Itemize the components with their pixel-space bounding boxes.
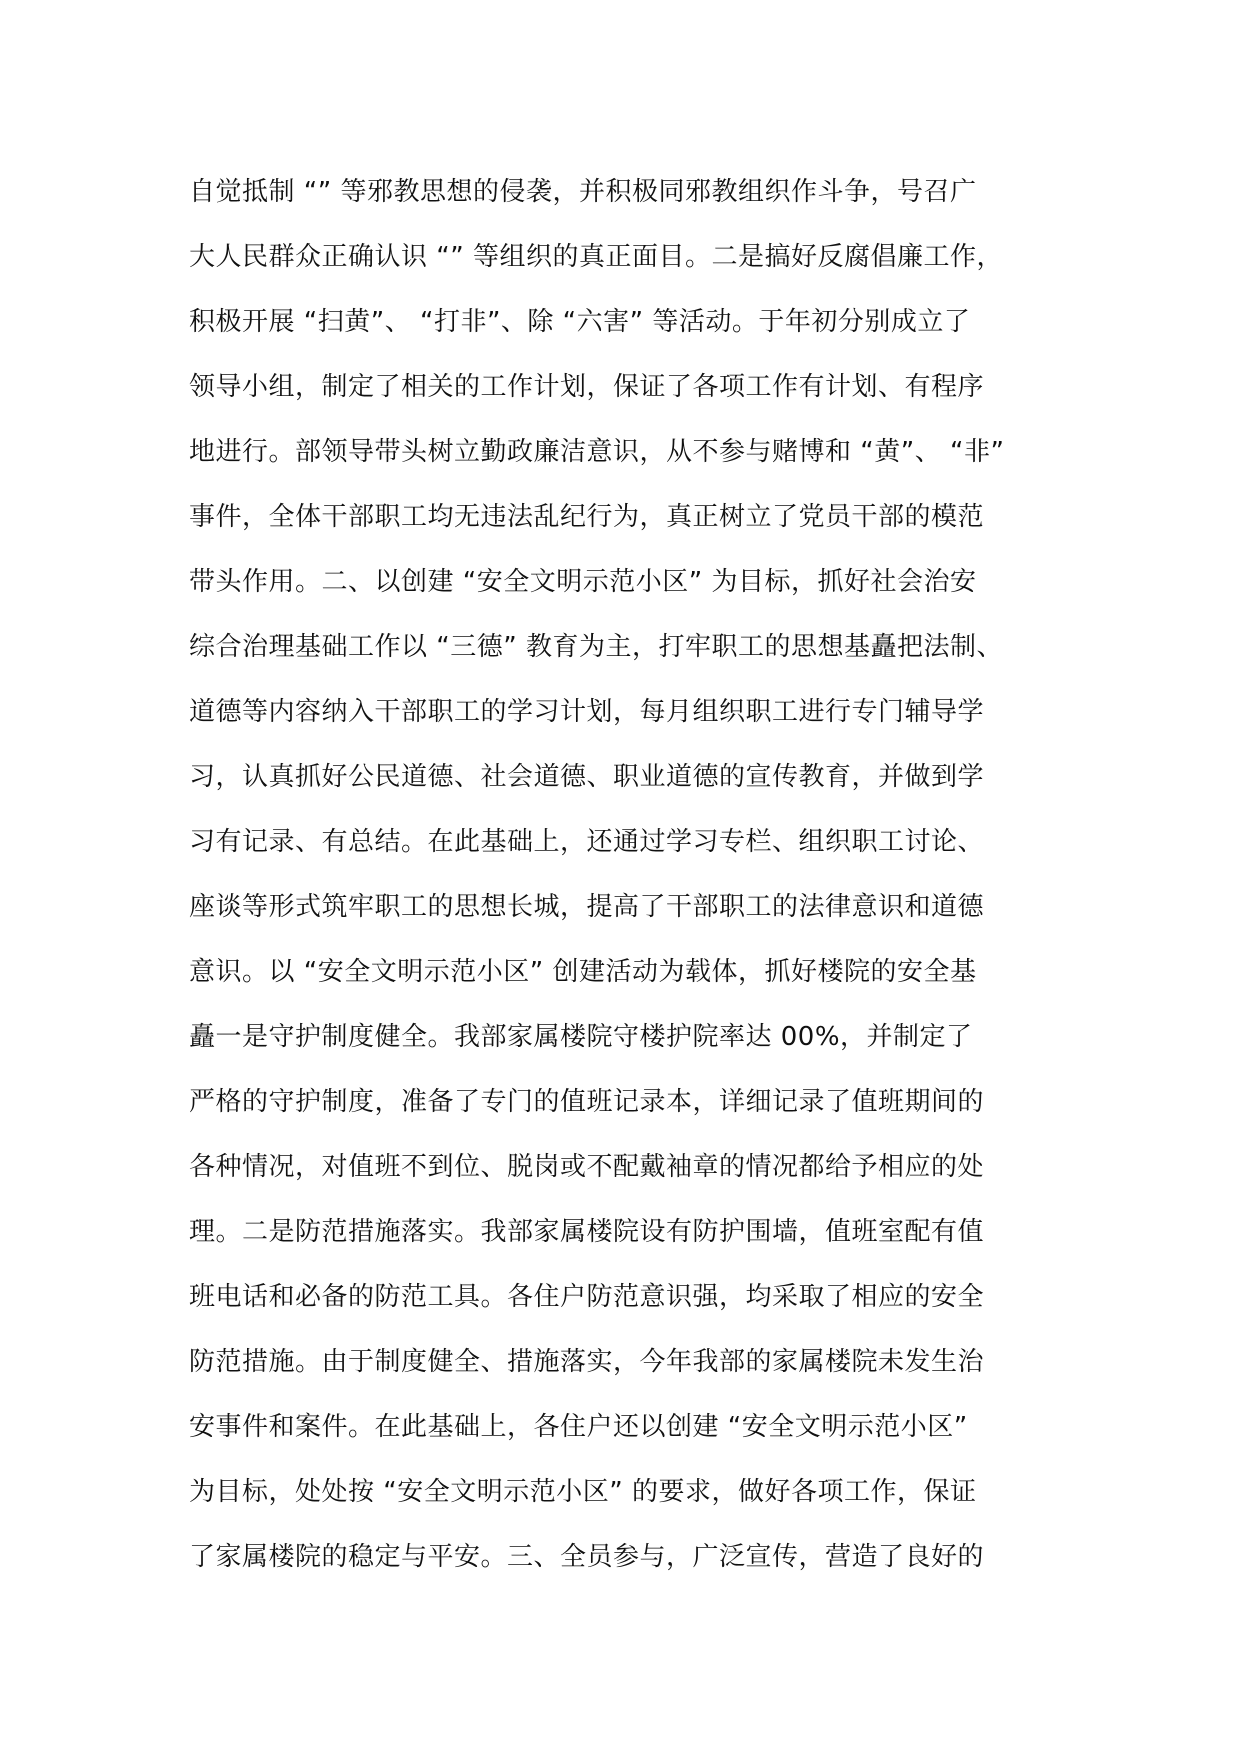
text-line: 积极开展 “扫黄”、 “打非”、除 “六害” 等活动。于年初分别成立了 [189, 307, 971, 337]
text-line: 严格的守护制度，准备了专门的值班记录本，详细记录了值班期间的 [189, 1087, 985, 1117]
text-line: 座谈等形式筑牢职工的思想长城，提高了干部职工的法律意识和道德 [189, 892, 985, 922]
text-line: 各种情况，对值班不到位、脱岗或不配戴袖章的情况都给予相应的处 [189, 1152, 985, 1182]
text-line: 习有记录、有总结。在此基础上，还通过学习专栏、组织职工讨论、 [189, 827, 985, 857]
text-line: 矗一是守护制度健全。我部家属楼院守楼护院率达 00%，并制定了 [189, 1022, 973, 1052]
text-line: 道德等内容纳入干部职工的学习计划，每月组织职工进行专门辅导学 [189, 697, 985, 727]
text-line: 习，认真抓好公民道德、社会道德、职业道德的宣传教育，并做到学 [189, 762, 985, 792]
text-line: 理。二是防范措施落实。我部家属楼院设有防护围墙，值班室配有值 [189, 1217, 985, 1247]
text-line: 事件，全体干部职工均无违法乱纪行为，真正树立了党员干部的模范 [189, 502, 985, 532]
text-line: 班电话和必备的防范工具。各住户防范意识强，均采取了相应的安全 [189, 1282, 985, 1312]
text-line: 了家属楼院的稳定与平安。三、全员参与，广泛宣传，营造了良好的 [189, 1542, 985, 1572]
text-line: 自觉抵制 “” 等邪教思想的侵袭，并积极同邪教组织作斗争，号召广 [189, 177, 977, 207]
text-line: 安事件和案件。在此基础上，各住户还以创建 “安全文明示范小区” [189, 1412, 968, 1442]
text-line: 领导小组，制定了相关的工作计划，保证了各项工作有计划、有程序 [189, 372, 985, 402]
text-line: 意识。以 “安全文明示范小区” 创建活动为载体，抓好楼院的安全基 [189, 957, 977, 987]
text-line: 带头作用。二、以创建 “安全文明示范小区” 为目标，抓好社会治安 [189, 567, 977, 597]
text-line: 大人民群众正确认识 “” 等组织的真正面目。二是搞好反腐倡廉工作， [189, 242, 1003, 272]
text-line: 地进行。部领导带头树立勤政廉洁意识，从不参与赌博和 “黄”、 “非” [189, 437, 1005, 467]
text-line: 防范措施。由于制度健全、措施落实，今年我部的家属楼院未发生治 [189, 1347, 985, 1377]
text-line: 综合治理基础工作以 “三德” 教育为主，打牢职工的思想基矗把法制、 [189, 632, 1003, 662]
text-line: 为目标，处处按 “安全文明示范小区” 的要求，做好各项工作，保证 [189, 1477, 977, 1507]
body-text [189, 160, 1069, 1590]
